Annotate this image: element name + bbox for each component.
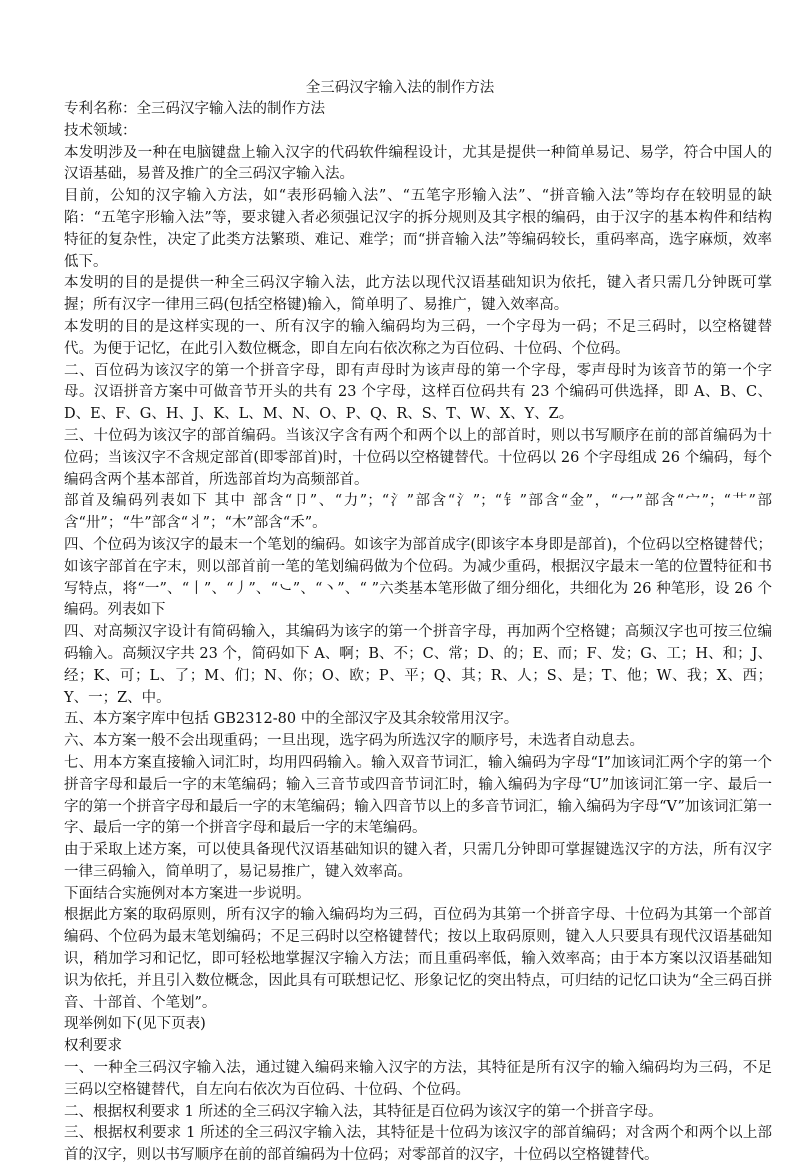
paragraph-embodiment: 根据此方案的取码原则，所有汉字的输入编码均为三码，百位码为其第一个拼音字母、十位码为其第一个部首编码、个位码为最末笔划编码；不足三码时以空格键替代；按以上取码原则，键入人只要具有现代汉语基础知识，稍加学习和记忆，即可轻松地掌握汉字输入方法；而且重码率低，输入效率高；由于本方案以汉语基础知识为依托，并且引入数位概念，因此具有可联想记忆、形象记忆的突出特点，可归结的记忆口诀为“全三码百拼音、十部首、个笔划”。 — [64, 907, 772, 1011]
claim-two: 二、根据权利要求 1 所述的全三码汉字输入法，其特征是百位码为该汉字的第一个拼音字母。 — [64, 1103, 663, 1120]
paragraph-objective: 本发明的目的是提供一种全三码汉字输入法，此方法以现代汉语基础知识为依托，键入者只需几分钟既可掌握；所有汉字一律用三码(包括空格键)输入，简单明了、易推广，键入效率高。 — [64, 275, 772, 314]
paragraph-advantages: 由于采取上述方案，可以使具备现代汉语基础知识的键入者，只需几分钟即可掌握键选汉字的方法，所有汉字一律三码输入，简单明了，易记易推广，键入效率高。 — [64, 842, 772, 880]
paragraph-background: 目前，公知的汉字输入方法，如“表形码输入法”、“五笔字形输入法”、“拼音输入法”等均存在较明显的缺陷：“五笔字形输入法”等，要求键入者必须强记汉字的拆分规则及其字根的编码，由于汉字的基本构件和结构特征的复杂性，决定了此类方法繁琐、难记、难学；而“拼音输入法”等编码较长，重码率高，选字麻烦，效率低下。 — [64, 188, 772, 270]
document-body — [64, 99, 772, 1167]
patent-name-line: 专利名称：全三码汉字输入法的制作方法 — [64, 101, 325, 117]
paragraph-embodiment-intro: 下面结合实施例对本方案进一步说明。 — [64, 885, 311, 902]
paragraph-rule-two: 二、百位码为该汉字的第一个拼音字母，即有声母时为该声母的第一个字母，零声母时为该音节的第一个字母。汉语拼音方案中可做音节开头的共有 23 个字母，这样百位码共有 23 个编码可供选择，即 A、B、C、D、E、F、G、H、J、K、L、M、N、O、P、Q、R、S、T、W、X、Y、Z。 — [64, 362, 772, 423]
claim-one: 一、一种全三码汉字输入法，通过键入编码来输入汉字的方法，其特征是所有汉字的输入编码均为三码，不足三码以空格键替代，自左向右依次为百位码、十位码、个位码。 — [64, 1060, 772, 1098]
section-heading-claims: 权利要求 — [64, 1038, 122, 1055]
paragraph-short-codes: 四、对高频汉字设计有简码输入，其编码为该字的第一个拼音字母，再加两个空格键；高频汉字也可按三位编码输入。高频汉字共 23 个，简码如下 A、啊；B、不；C、常；D、的；E、而；F、发；G、工；H、和；J、经；K、可；L、了；M、们；N、你；O、欧；P、平；Q、其；R、人；S、是；T、他；W、我；X、西；Y、一；Z、中。 — [64, 624, 772, 706]
paragraph-rule-five: 五、本方案字库中包括 GB2312-80 中的全部汉字及其余较常用汉字。 — [64, 711, 519, 728]
paragraph-field-description: 本发明涉及一种在电脑键盘上输入汉字的代码软件编程设计，尤其是提供一种简单易记、易学，符合中国人的汉语基础，易普及推广的全三码汉字输入法。 — [64, 144, 772, 183]
claim-three: 三、根据权利要求 1 所述的全三码汉字输入法，其特征是十位码为该汉字的部首编码；对含两个和两个以上部首的汉字，则以书写顺序在前的部首编码为十位码；对零部首的汉字，十位码以空格键替代。 — [64, 1125, 772, 1164]
section-heading-technical-field: 技术领域： — [64, 122, 137, 139]
paragraph-example-note: 现举例如下(见下页表) — [64, 1016, 206, 1033]
paragraph-radical-list: 部首及编码列表如下 其中 部含“卩”、“力”；“氵”部含“氵”；“钅”部含“金”，“冖”部含“宀”；“艹”部含“卅”；“牛”部含“丬”；“木”部含“禾”。 — [64, 493, 772, 532]
paragraph-rule-seven: 七、用本方案直接输入词汇时，均用四码输入。输入双音节词汇，输入编码为字母“I”加该词汇两个字的第一个拼音字母和最后一字的末笔编码；输入三音节或四音节词汇时，输入编码为字母“U”加该词汇第一字、最后一字的第一个拼音字母和最后一字的末笔编码；输入四音节以上的多音节词汇，输入编码为字母“V”加该词汇第一字、最后一字的第一个拼音字母和最后一字的末笔编码。 — [64, 754, 772, 837]
paragraph-rule-four: 四、个位码为该汉字的最末一个笔划的编码。如该字为部首成字(即该字本身即是部首)，个位码以空格键替代；如该字部首在字末，则以部首前一笔的笔划编码做为个位码。为减少重码，根据汉字最末一笔的位置特征和书写特点，将“一”、“丨”、“丿”、“㇃”、“丶”、“ ”六类基本笔形做了细分细化，共细化为 26 种笔形，设 26 个编码。列表如下 — [64, 536, 772, 619]
paragraph-rule-one: 本发明的目的是这样实现的一、所有汉字的输入编码均为三码，一个字母为一码；不足三码时，以空格键替代。为便于记忆，在此引入数位概念，即自左向右依次称之为百位码、十位码、个位码。 — [64, 318, 772, 357]
document-title: 全三码汉字输入法的制作方法 — [305, 80, 495, 96]
paragraph-rule-six: 六、本方案一般不会出现重码；一旦出现，选字码为所选汉字的顺序号，未选者自动息去。 — [64, 733, 644, 750]
paragraph-rule-three: 三、十位码为该汉字的部首编码。当该汉字含有两个和两个以上的部首时，则以书写顺序在前的部首编码为十位码；当该汉字不含规定部首(即零部首)时，十位码以空格键替代。十位码以 26 个字母组成 26 个编码，每个编码含两个基本部首，所选部首均为高频部首。 — [64, 427, 772, 488]
